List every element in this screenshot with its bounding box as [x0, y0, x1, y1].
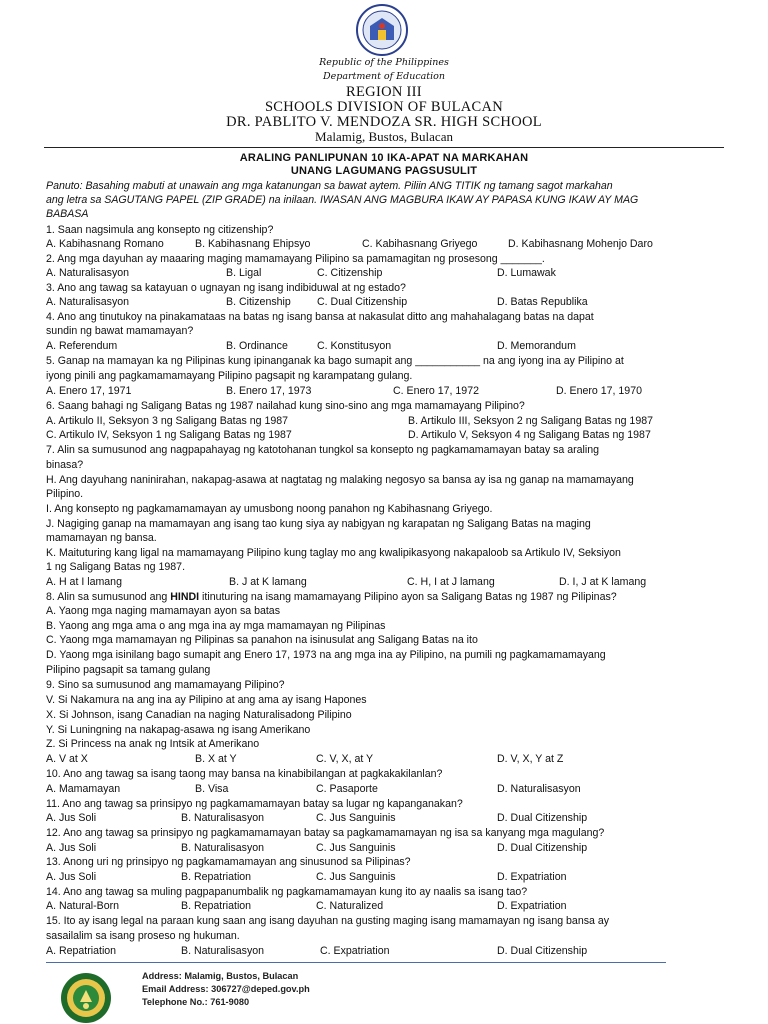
question-2: 2. Ang mga dayuhan ay maaaring maging mamamayang Pilipino sa pamamagitan ng prosesong _______. — [46, 253, 545, 265]
choice-14b: B. Repatriation — [181, 900, 252, 912]
choice-12a: A. Jus Soli — [46, 842, 97, 854]
header-department: Department of Education — [323, 71, 445, 82]
choice-5a: A. Enero 17, 1971 — [46, 385, 132, 397]
choice-3a: A. Naturalisasyon — [46, 296, 130, 308]
choice-7d: D. I, J at K lamang — [559, 576, 647, 588]
question-8: 8. Alin sa sumusunod ang HINDI itinuturing na isang mamamayang Pilipino ayon sa Saligang Batas ng 1987 ng Pilipinas? — [46, 591, 617, 603]
choice-8b: B. Yaong ang mga ama o ang mga ina ay mga mamamayan ng Pilipinas — [46, 620, 386, 632]
question-15: 15. Ito ay isang legal na paraan kung saan ang isang dayuhan na gusting maging isang mamamayan ng isang bansa ay — [46, 915, 610, 927]
question-7-cont: binasa? — [46, 459, 84, 471]
choice-14a: A. Natural-Born — [46, 900, 120, 912]
choice-5b: B. Enero 17, 1973 — [226, 385, 312, 397]
footer-address: Address: Malamig, Bustos, Bulacan — [142, 971, 299, 981]
choice-13a: A. Jus Soli — [46, 871, 97, 883]
choice-2b: B. Ligal — [226, 267, 262, 279]
question-11: 11. Ano ang tawag sa prinsipyo ng pagkamamamayan batay sa lugar ng kapanganakan? — [46, 798, 463, 810]
header-address: Malamig, Bustos, Bulacan — [315, 129, 453, 144]
choice-7b: B. J at K lamang — [229, 576, 307, 588]
choice-15b: B. Naturalisasyon — [181, 945, 265, 957]
statement-y: Y. Si Luningning na nakapag-asawa ng isang Amerikano — [46, 724, 311, 736]
question-7: 7. Alin sa sumusunod ang nagpapahayag ng katotohanan tungkol sa konsepto ng pagkamamamayan batay sa araling — [46, 444, 600, 456]
footer-email: Email Address: 306727@deped.gov.ph — [142, 984, 310, 994]
choice-5d: D. Enero 17, 1970 — [556, 385, 642, 397]
choice-8c: C. Yaong mga mamamayan ng Pilipinas sa panahon na isinusulat ang Saligang Batas na ito — [46, 634, 478, 646]
header-region: REGION III — [346, 84, 422, 100]
choice-4d: D. Memorandum — [497, 340, 576, 352]
choice-12c: C. Jus Sanguinis — [316, 842, 396, 854]
choice-11b: B. Naturalisasyon — [181, 812, 265, 824]
header-division: SCHOOLS DIVISION OF BULACAN — [264, 99, 504, 115]
school-seal-logo — [60, 972, 112, 1024]
question-3: 3. Ano ang tawag sa katayuan o ugnayan ng isang indibiduwal at ng estado? — [46, 282, 406, 294]
header-divider — [44, 147, 724, 148]
choice-6b: B. Artikulo III, Seksyon 2 ng Saligang Batas ng 1987 — [408, 415, 653, 427]
choice-10c: C. Pasaporte — [316, 783, 378, 795]
choice-12d: D. Dual Citizenship — [497, 842, 588, 854]
choice-1d: D. Kabihasnang Mohenjo Daro — [508, 238, 653, 250]
choice-5c: C. Enero 17, 1972 — [393, 385, 479, 397]
choice-14c: C. Naturalized — [316, 900, 384, 912]
question-4: 4. Ano ang tinutukoy na pinakamataas na batas ng isang bansa at nakasulat ditto ang mahahalagang batas na dapat — [46, 311, 594, 323]
choice-11a: A. Jus Soli — [46, 812, 97, 824]
choice-1c: C. Kabihasnang Griyego — [362, 238, 478, 250]
choice-3d: D. Batas Republika — [497, 296, 588, 308]
choice-6c: C. Artikulo IV, Seksyon 1 ng Saligang Batas ng 1987 — [46, 429, 292, 441]
choice-2a: A. Naturalisasyon — [46, 267, 130, 279]
choice-3c: C. Dual Citizenship — [317, 296, 408, 308]
statement-h: H. Ang dayuhang naninirahan, nakapag-asawa at nagtatag ng malaking negosyo sa bansa ay isa ng ganap na mamamayang — [46, 474, 634, 486]
statement-j: J. Nagiging ganap na mamamayan ang isang tao kung siya ay nabigyan ng karapatan ng Saligang Batas na maging — [46, 518, 591, 530]
choice-2d: D. Lumawak — [497, 267, 556, 279]
choice-1a: A. Kabihasnang Romano — [46, 238, 164, 250]
choice-7c: C. H, I at J lamang — [407, 576, 495, 588]
statement-i: I. Ang konsepto ng pagkamamamayan ay umusbong noong panahon ng Kabihasnang Griyego. — [46, 503, 493, 515]
question-13: 13. Anong uri ng prinsipyo ng pagkamamamayan ang sinusunod sa Pilipinas? — [46, 856, 411, 868]
statement-x: X. Si Johnson, isang Canadian na naging Naturalisadong Pilipino — [46, 709, 352, 721]
choice-3b: B. Citizenship — [226, 296, 291, 308]
statement-h-cont: Pilipino. — [46, 488, 84, 500]
exam-subtitle: UNANG LAGUMANG PAGSUSULIT — [290, 165, 478, 177]
choice-12b: B. Naturalisasyon — [181, 842, 265, 854]
choice-13b: B. Repatriation — [181, 871, 252, 883]
choice-11c: C. Jus Sanguinis — [316, 812, 396, 824]
choice-6d: D. Artikulo V, Seksyon 4 ng Saligang Batas ng 1987 — [408, 429, 651, 441]
choice-9c: C. V, X, at Y — [316, 753, 374, 765]
footer-phone: Telephone No.: 761-9080 — [142, 997, 250, 1007]
choice-8d: D. Yaong mga isinilang bago sumapit ang Enero 17, 1973 na ang mga ina ay Pilipino, na pumili ng pagkamamamayang — [46, 649, 606, 661]
statement-z: Z. Si Princess na anak ng Intsik at Amerikano — [46, 738, 260, 750]
choice-15d: D. Dual Citizenship — [497, 945, 588, 957]
question-5: 5. Ganap na mamayan ka ng Pilipinas kung ipinanganak ka bago sumapit ang ___________ na ang iyong ina ay Pilipino at — [46, 355, 624, 367]
choice-4a: A. Referendum — [46, 340, 118, 352]
question-10: 10. Ano ang tawag sa isang taong may bansa na kinabibilangan at pagkakakilanlan? — [46, 768, 443, 780]
instructions-line: BABASA — [46, 208, 89, 220]
deped-seal-logo — [356, 4, 408, 56]
header-republic: Republic of the Philippines — [319, 57, 449, 68]
choice-15a: A. Repatriation — [46, 945, 117, 957]
statement-j-cont: mamamayan ng bansa. — [46, 532, 157, 544]
question-6: 6. Saang bahagi ng Saligang Batas ng 1987 nailahad kung sino-sino ang mga mamamayang Pilipino? — [46, 400, 525, 412]
choice-9d: D. V, X, Y at Z — [497, 753, 564, 765]
choice-10b: B. Visa — [195, 783, 229, 795]
question-14: 14. Ano ang tawag sa muling pagpapanumbalik ng pagkamamamayan kung ito ay naalis sa isang tao? — [46, 886, 528, 898]
statement-k: K. Maituturing kang ligal na mamamayang Pilipino kung taglay mo ang kwalipikasyong nakapaloob sa Artikulo IV, Seksiyon — [46, 547, 621, 559]
question-5-cont: iyong pinili ang pagkamamamayang Pilipino pagsapit ng karampatang gulang. — [46, 370, 413, 382]
choice-10a: A. Mamamayan — [46, 783, 121, 795]
header-school: DR. PABLITO V. MENDOZA SR. HIGH SCHOOL — [226, 114, 542, 130]
statement-k-cont: 1 ng Saligang Batas ng 1987. — [46, 561, 186, 573]
choice-13c: C. Jus Sanguinis — [316, 871, 396, 883]
choice-15c: C. Expatriation — [320, 945, 390, 957]
choice-4c: C. Konstitusyon — [317, 340, 392, 352]
choice-6a: A. Artikulo II, Seksyon 3 ng Saligang Batas ng 1987 — [46, 415, 289, 427]
choice-11d: D. Dual Citizenship — [497, 812, 588, 824]
choice-2c: C. Citizenship — [317, 267, 383, 279]
exam-title: ARALING PANLIPUNAN 10 IKA-APAT NA MARKAHAN — [239, 152, 529, 164]
question-9: 9. Sino sa sumusunod ang mamamayang Pilipino? — [46, 679, 285, 691]
choice-9b: B. X at Y — [195, 753, 237, 765]
question-4-cont: sundin ng bawat mamamayan? — [46, 325, 194, 337]
choice-1b: B. Kabihasnang Ehipsyo — [195, 238, 311, 250]
choice-4b: B. Ordinance — [226, 340, 288, 352]
choice-14d: D. Expatriation — [497, 900, 567, 912]
choice-13d: D. Expatriation — [497, 871, 567, 883]
question-12: 12. Ano ang tawag sa prinsipyo ng pagkamamamayan batay sa pagkamamamayan ng isa sa kanyang mga magulang? — [46, 827, 605, 839]
choice-8d-cont: Pilipino pagsapit sa tamang gulang — [46, 664, 211, 676]
choice-9a: A. V at X — [46, 753, 88, 765]
footer-divider — [46, 962, 666, 963]
question-1: 1. Saan nagsimula ang konsepto ng citizenship? — [46, 224, 274, 236]
question-15-cont: sasailalim sa isang proseso ng hukuman. — [46, 930, 240, 942]
choice-8a: A. Yaong mga naging mamamayan ayon sa batas — [46, 605, 280, 617]
choice-7a: A. H at I lamang — [46, 576, 122, 588]
instructions-line: ang letra sa SAGUTANG PAPEL (ZIP GRADE) na inilaan. IWASAN ANG MAGBURA IKAW AY PAPASA KUNG IKAW AY MAG — [46, 194, 639, 206]
statement-v: V. Si Nakamura na ang ina ay Pilipino at ang ama ay isang Hapones — [46, 694, 367, 706]
instructions-line: Panuto: Basahing mabuti at unawain ang mga katanungan sa bawat aytem. Piliin ANG TITIK ng tamang sagot markahan — [46, 180, 613, 192]
choice-10d: D. Naturalisasyon — [497, 783, 581, 795]
